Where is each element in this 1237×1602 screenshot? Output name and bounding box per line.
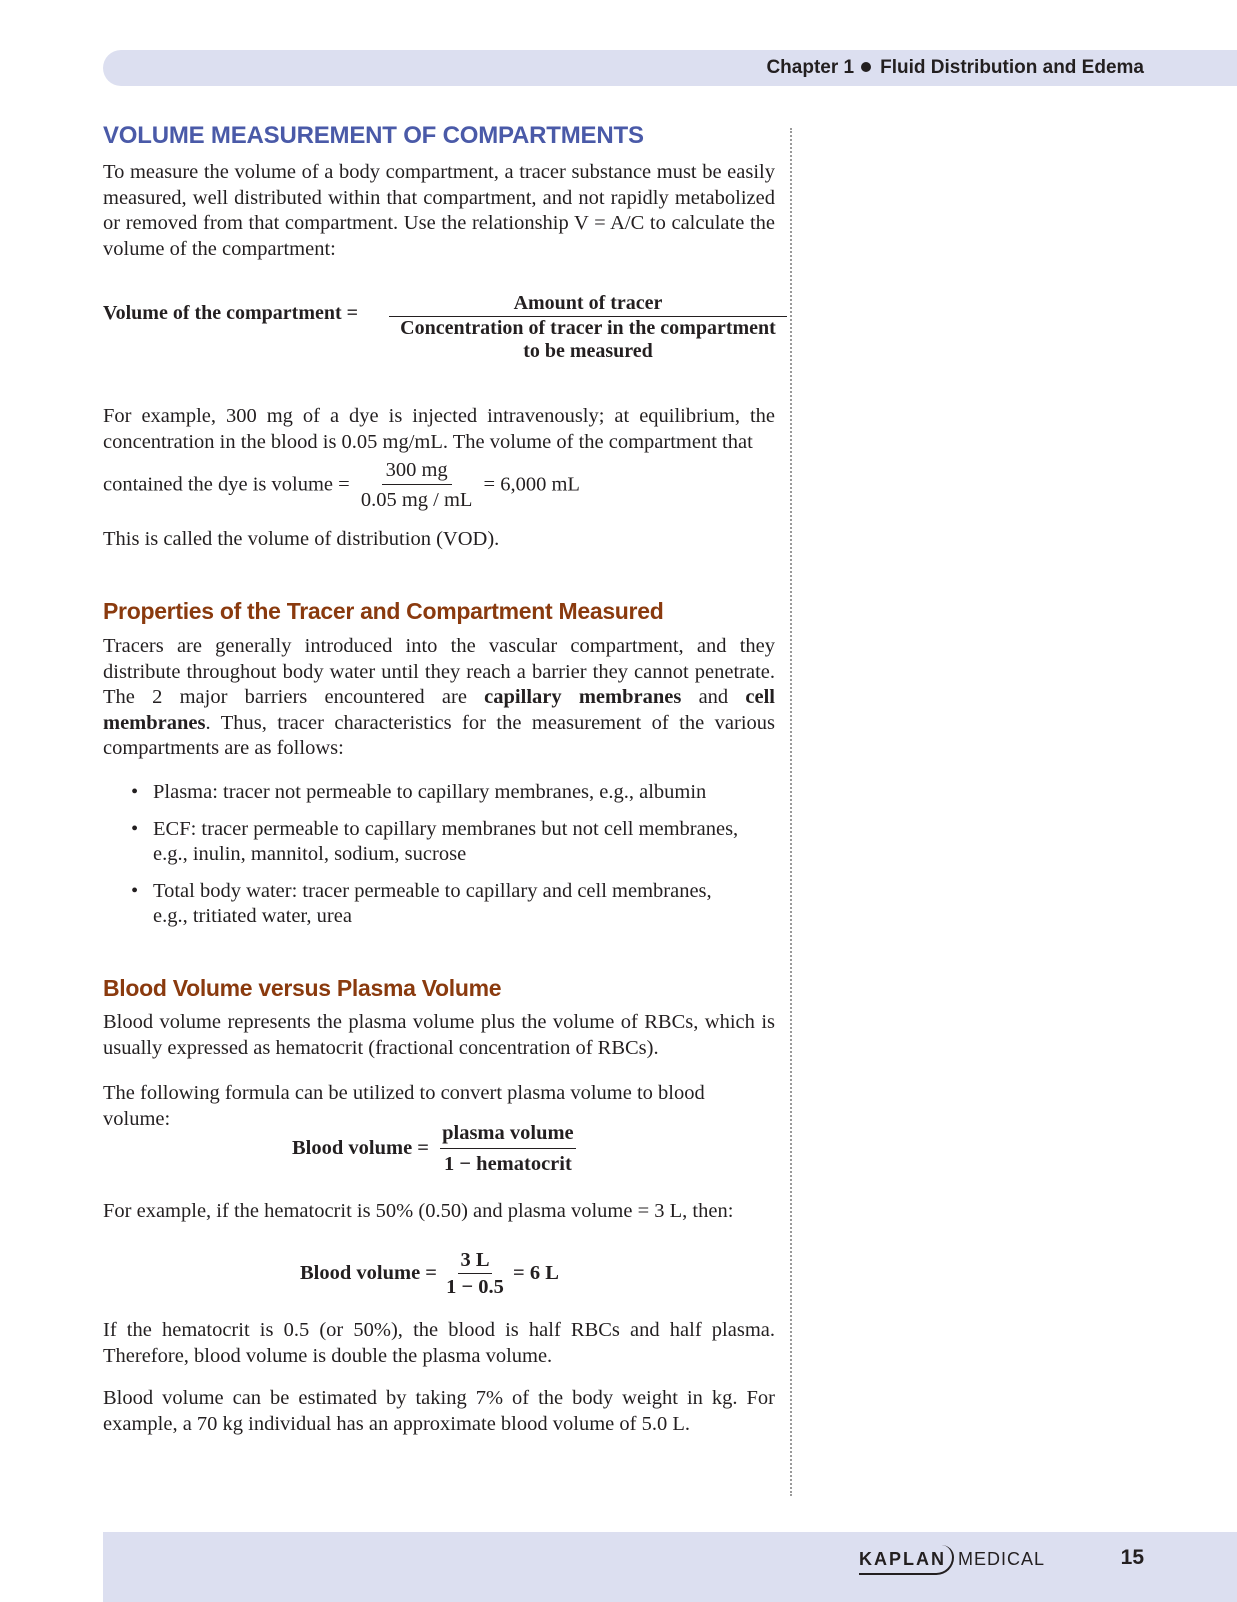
blood-volume-example-formula [300,1248,559,1299]
example-paragraph-block [103,404,775,455]
blood-volume-formula-numerator: plasma volume [440,1119,576,1149]
conversion-intro-paragraph: The following formula can be utilized to convert plasma volume to blood volume: [103,1082,705,1130]
blood-volume-formula [292,1119,576,1178]
example-formula-result: = 6,000 mL [483,473,580,496]
tracer-paragraph-block [103,634,775,762]
estimate-paragraph-block [103,1386,775,1437]
blood-volume-paragraph: Blood volume represents the plasma volume plus the volume of RBCs, which is usually expressed as hematocrit (fractional concentration of RBCs). [103,1011,775,1059]
estimate-paragraph: Blood volume can be estimated by taking 7% of the body weight in kg. For example, a 70 kg individual has an approximate blood volume of 5.0 L. [103,1387,775,1435]
section-heading-volume-measurement: VOLUME MEASUREMENT OF COMPARTMENTS [103,122,644,149]
blood-volume-paragraph-block [103,1010,775,1061]
medical-logo-text: MEDICAL [957,1549,1045,1569]
hematocrit-example-paragraph: For example, if the hematocrit is 50% (0.50) and plasma volume = 3 L, then: [103,1200,734,1222]
intro-paragraph-block [103,160,775,262]
column-divider [790,128,792,1496]
example-formula-lhs: Blood volume = [300,1262,437,1284]
blood-volume-example-numerator: 3 L [458,1248,491,1274]
section-heading-blood-volume: Blood Volume versus Plasma Volume [103,975,502,1001]
running-header-text [766,50,1144,86]
blood-volume-formula-fraction [440,1119,576,1178]
blood-volume-formula-denominator: 1 − hematocrit [443,1153,572,1175]
example-formula-fraction [361,456,473,514]
blood-volume-formula-lhs: Blood volume = [292,1137,429,1159]
intro-paragraph: To measure the volume of a body compartment, a tracer substance must be easily measured, well distributed within that compartment, and not rapidly metabolized or removed from that compartment. Use the relationship V = A/C to calculate the volume of the compartment: [103,161,775,260]
running-header [103,50,1237,86]
list-item: • Plasma: tracer not permeable to capillary membranes, e.g., albumin [103,780,783,806]
kaplan-medical-logo [859,1549,1045,1570]
tracer-paragraph-text-1: Tracers are generally introduced into the vascular compartment, and they distribute throughout body water until they reach a barrier they cannot penetrate. The 2 major barriers encountered are [103,635,775,708]
volume-formula-lhs: Volume of the compartment = [103,302,359,324]
page-number: 15 [1120,1546,1144,1569]
example-paragraph: For example, 300 mg of a dye is injected intravenously; at equilibrium, the concentration in the blood is 0.05 mg/mL. The volume of the compartment that [103,405,775,453]
blood-volume-example-fraction [446,1248,504,1299]
tracer-paragraph [103,634,775,762]
example-formula-denominator: 0.05 mg / mL [360,489,473,511]
example-formula-lhs: contained the dye is volume = [103,473,350,496]
section-heading-tracer-properties: Properties of the Tracer and Compartment Measured [103,598,664,624]
page-footer [103,1532,1237,1602]
tracer-paragraph-bold-cell: cell membranes [103,686,775,734]
kaplan-logo-text: KAPLAN [858,1549,946,1569]
chapter-label: Chapter 1 [766,57,855,78]
example-formula [103,456,580,514]
half-rbc-paragraph: If the hematocrit is 0.5 (or 50%), the blood is half RBCs and half plasma. Therefore, blood volume is double the plasma volume. [103,1319,775,1367]
tracer-bullet-list [103,780,783,930]
blood-volume-example-result: = 6 L [513,1262,559,1284]
vod-paragraph: This is called the volume of distribution (VOD). [103,528,500,550]
chapter-title: Fluid Distribution and Edema [880,57,1144,78]
vod-paragraph-block [103,527,775,553]
hematocrit-example-block [103,1199,775,1225]
bullet-dot-icon [861,62,871,72]
volume-formula-numerator: Amount of tracer [389,292,787,317]
volume-formula-denominator-line1: Concentration of tracer in the compartment [400,317,776,339]
half-rbc-paragraph-block [103,1318,775,1369]
tracer-bullet-list-block [103,780,783,940]
list-item: • ECF: tracer permeable to capillary membranes but not cell membranes, e.g., inulin, mannitol, sodium, sucrose [103,817,783,868]
tracer-paragraph-bold-capillary: capillary membranes [484,686,682,708]
volume-formula-fraction [389,292,787,363]
volume-formula-denominator-line2: to be measured [523,340,653,362]
example-formula-numerator: 300 mg [382,456,452,485]
list-item: • Total body water: tracer permeable to capillary and cell membranes, e.g., tritiated water, urea [103,879,783,930]
tracer-paragraph-text-2: and [681,686,746,708]
blood-volume-example-denominator: 1 − 0.5 [446,1276,504,1298]
tracer-paragraph-text-3: . Thus, tracer characteristics for the measurement of the various compartments are as follows: [103,711,775,759]
